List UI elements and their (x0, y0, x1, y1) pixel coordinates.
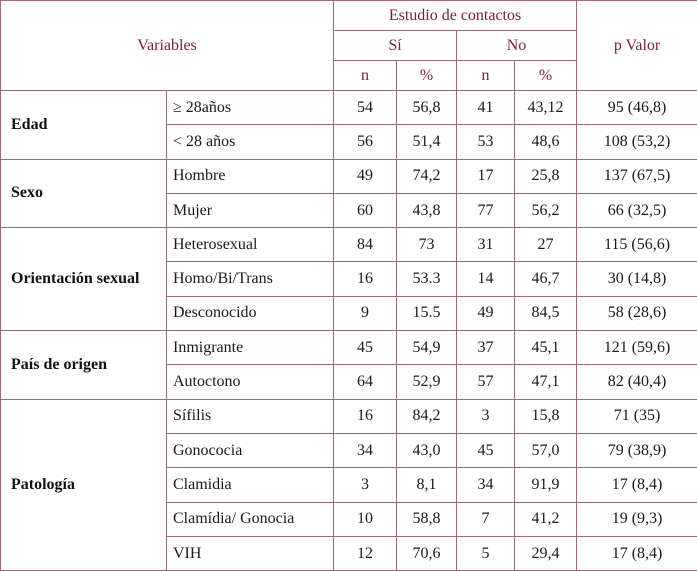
no-pct-cell: 56,2 (515, 193, 577, 227)
no-pct-cell: 41,2 (515, 502, 577, 536)
no-pct-header: % (515, 61, 577, 91)
yes-n-cell: 56 (334, 125, 397, 159)
p-value-cell: 108 (53,2) (577, 125, 697, 159)
no-n-cell: 41 (457, 91, 515, 125)
yes-n-cell: 34 (334, 433, 397, 467)
yes-pct-cell: 53.3 (397, 262, 457, 296)
yes-n-header: n (334, 61, 397, 91)
yes-pct-cell: 70,6 (397, 536, 457, 570)
row-label: Heterosexual (167, 228, 334, 262)
no-n-cell: 53 (457, 125, 515, 159)
yes-header: Sí (334, 31, 457, 61)
no-n-cell: 5 (457, 536, 515, 570)
p-value-cell: 30 (14,8) (577, 262, 697, 296)
yes-n-cell: 10 (334, 502, 397, 536)
row-label: Desconocido (167, 296, 334, 330)
p-value-cell: 71 (35) (577, 399, 697, 433)
variables-header: Variables (1, 1, 334, 91)
group-label: Sexo (1, 159, 167, 228)
yes-pct-cell: 84,2 (397, 399, 457, 433)
row-label: Hombre (167, 159, 334, 193)
row-label: VIH (167, 536, 334, 570)
no-n-cell: 37 (457, 331, 515, 365)
no-n-cell: 34 (457, 468, 515, 502)
no-pct-cell: 48,6 (515, 125, 577, 159)
yes-n-cell: 54 (334, 91, 397, 125)
no-pct-cell: 29,4 (515, 536, 577, 570)
yes-pct-cell: 58,8 (397, 502, 457, 536)
yes-pct-cell: 51,4 (397, 125, 457, 159)
no-pct-cell: 45,1 (515, 331, 577, 365)
group-label: Edad (1, 91, 167, 160)
yes-pct-cell: 8,1 (397, 468, 457, 502)
row-label: Mujer (167, 193, 334, 227)
table-row (1, 228, 697, 262)
no-n-cell: 31 (457, 228, 515, 262)
row-label: < 28 años (167, 125, 334, 159)
yes-pct-cell: 73 (397, 228, 457, 262)
no-n-cell: 45 (457, 433, 515, 467)
yes-pct-cell: 54,9 (397, 331, 457, 365)
yes-pct-cell: 43,8 (397, 193, 457, 227)
p-value-cell: 82 (40,4) (577, 365, 697, 399)
no-n-cell: 3 (457, 399, 515, 433)
yes-pct-cell: 15.5 (397, 296, 457, 330)
yes-n-cell: 12 (334, 536, 397, 570)
study-header: Estudio de contactos (334, 1, 577, 31)
no-n-cell: 49 (457, 296, 515, 330)
p-value-cell: 58 (28,6) (577, 296, 697, 330)
yes-n-cell: 3 (334, 468, 397, 502)
no-pct-cell: 15,8 (515, 399, 577, 433)
group-label: Patología (1, 399, 167, 570)
table-row (1, 399, 697, 433)
no-n-cell: 14 (457, 262, 515, 296)
table-row (1, 91, 697, 125)
p-value-cell: 17 (8,4) (577, 536, 697, 570)
yes-n-cell: 9 (334, 296, 397, 330)
yes-n-cell: 45 (334, 331, 397, 365)
p-value-cell: 115 (56,6) (577, 228, 697, 262)
row-label: ≥ 28años (167, 91, 334, 125)
group-label: País de origen (1, 331, 167, 400)
table-body (1, 91, 697, 571)
row-label: Clamídia/ Gonocia (167, 502, 334, 536)
row-label: Homo/Bi/Trans (167, 262, 334, 296)
row-label: Sífilis (167, 399, 334, 433)
yes-pct-cell: 43,0 (397, 433, 457, 467)
no-n-cell: 77 (457, 193, 515, 227)
table-row (1, 331, 697, 365)
yes-pct-cell: 52,9 (397, 365, 457, 399)
yes-pct-header: % (397, 61, 457, 91)
p-value-cell: 66 (32,5) (577, 193, 697, 227)
p-value-cell: 95 (46,8) (577, 91, 697, 125)
no-pct-cell: 43,12 (515, 91, 577, 125)
table-header (1, 1, 697, 91)
yes-n-cell: 16 (334, 262, 397, 296)
p-value-cell: 79 (38,9) (577, 433, 697, 467)
yes-n-cell: 64 (334, 365, 397, 399)
no-n-cell: 7 (457, 502, 515, 536)
no-pct-cell: 84,5 (515, 296, 577, 330)
p-value-cell: 121 (59,6) (577, 331, 697, 365)
no-pct-cell: 46,7 (515, 262, 577, 296)
no-n-cell: 57 (457, 365, 515, 399)
yes-n-cell: 49 (334, 159, 397, 193)
row-label: Inmigrante (167, 331, 334, 365)
no-pct-cell: 27 (515, 228, 577, 262)
yes-n-cell: 84 (334, 228, 397, 262)
group-label: Orientación sexual (1, 228, 167, 331)
no-pct-cell: 57,0 (515, 433, 577, 467)
yes-pct-cell: 56,8 (397, 91, 457, 125)
p-value-header: p Valor (577, 1, 697, 91)
yes-n-cell: 60 (334, 193, 397, 227)
row-label: Autoctono (167, 365, 334, 399)
no-pct-cell: 91,9 (515, 468, 577, 502)
table-row (1, 159, 697, 193)
p-value-cell: 137 (67,5) (577, 159, 697, 193)
row-label: Gonococia (167, 433, 334, 467)
yes-n-cell: 16 (334, 399, 397, 433)
no-pct-cell: 25,8 (515, 159, 577, 193)
p-value-cell: 17 (8,4) (577, 468, 697, 502)
p-value-cell: 19 (9,3) (577, 502, 697, 536)
no-n-header: n (457, 61, 515, 91)
no-header: No (457, 31, 577, 61)
row-label: Clamidia (167, 468, 334, 502)
no-pct-cell: 47,1 (515, 365, 577, 399)
yes-pct-cell: 74,2 (397, 159, 457, 193)
no-n-cell: 17 (457, 159, 515, 193)
